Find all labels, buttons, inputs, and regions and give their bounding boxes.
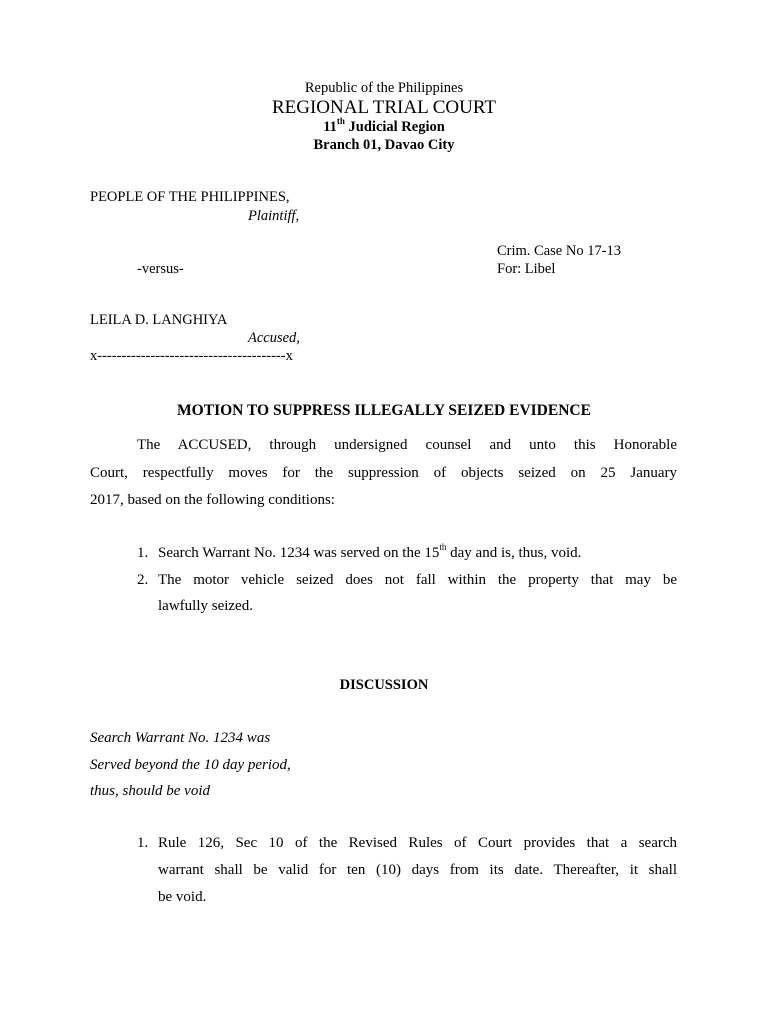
- condition-2-number: 2.: [137, 572, 149, 588]
- plaintiff-name: PEOPLE OF THE PHILIPPINES,: [90, 189, 290, 205]
- discussion-subheading-line-3: thus, should be void: [90, 783, 210, 799]
- plaintiff-role: Plaintiff,: [248, 208, 300, 224]
- document-title: MOTION TO SUPPRESS ILLEGALLY SEIZED EVIDENCE: [177, 402, 591, 419]
- discussion-subheading-line-1: Search Warrant No. 1234 was: [90, 730, 271, 746]
- accused-role: Accused,: [248, 330, 300, 346]
- region-number: 11: [323, 119, 337, 135]
- discussion-item-1-line-2: warrant shall be valid for ten (10) days from its date. Thereafter, it shall: [158, 862, 677, 878]
- condition-2-line-2: lawfully seized.: [158, 598, 253, 614]
- discussion-item-1-line-3: be void.: [158, 889, 207, 905]
- region-ordinal: th: [336, 116, 345, 127]
- header-court-name: REGIONAL TRIAL COURT: [271, 97, 497, 118]
- condition-1-text: [158, 542, 582, 562]
- header-republic: Republic of the Philippines: [304, 80, 464, 96]
- condition-1-number: 1.: [137, 545, 149, 561]
- condition-1-text-end: day and is, thus, void.: [446, 545, 582, 561]
- intro-line-2: Court, respectfully moves for the suppression of objects seized on 25 January: [90, 465, 677, 481]
- discussion-subheading-line-2: Served beyond the 10 day period,: [90, 757, 291, 773]
- condition-2-line-1: The motor vehicle seized does not fall within the property that may be: [158, 572, 677, 588]
- accused-name: LEILA D. LANGHIYA: [90, 312, 228, 328]
- intro-line-1: The ACCUSED, through undersigned counsel and unto this Honorable: [137, 437, 677, 453]
- region-label: Judicial Region: [344, 119, 445, 135]
- versus-label: -versus-: [137, 261, 184, 277]
- caption-separator: x---------------------------------------x: [90, 348, 293, 364]
- discussion-item-1-line-1: Rule 126, Sec 10 of the Revised Rules of Court provides that a search: [158, 835, 677, 851]
- intro-line-3: 2017, based on the following conditions:: [90, 492, 335, 508]
- header-judicial-region: [0, 116, 768, 136]
- header-branch: Branch 01, Davao City: [313, 137, 455, 153]
- condition-1-ordinal: th: [439, 542, 447, 552]
- condition-1-text-start: Search Warrant No. 1234 was served on the 15: [158, 545, 440, 561]
- case-charge: For: Libel: [497, 261, 556, 277]
- case-number: Crim. Case No 17-13: [497, 243, 622, 259]
- discussion-item-1-number: 1.: [137, 835, 149, 851]
- discussion-heading: DISCUSSION: [339, 677, 429, 693]
